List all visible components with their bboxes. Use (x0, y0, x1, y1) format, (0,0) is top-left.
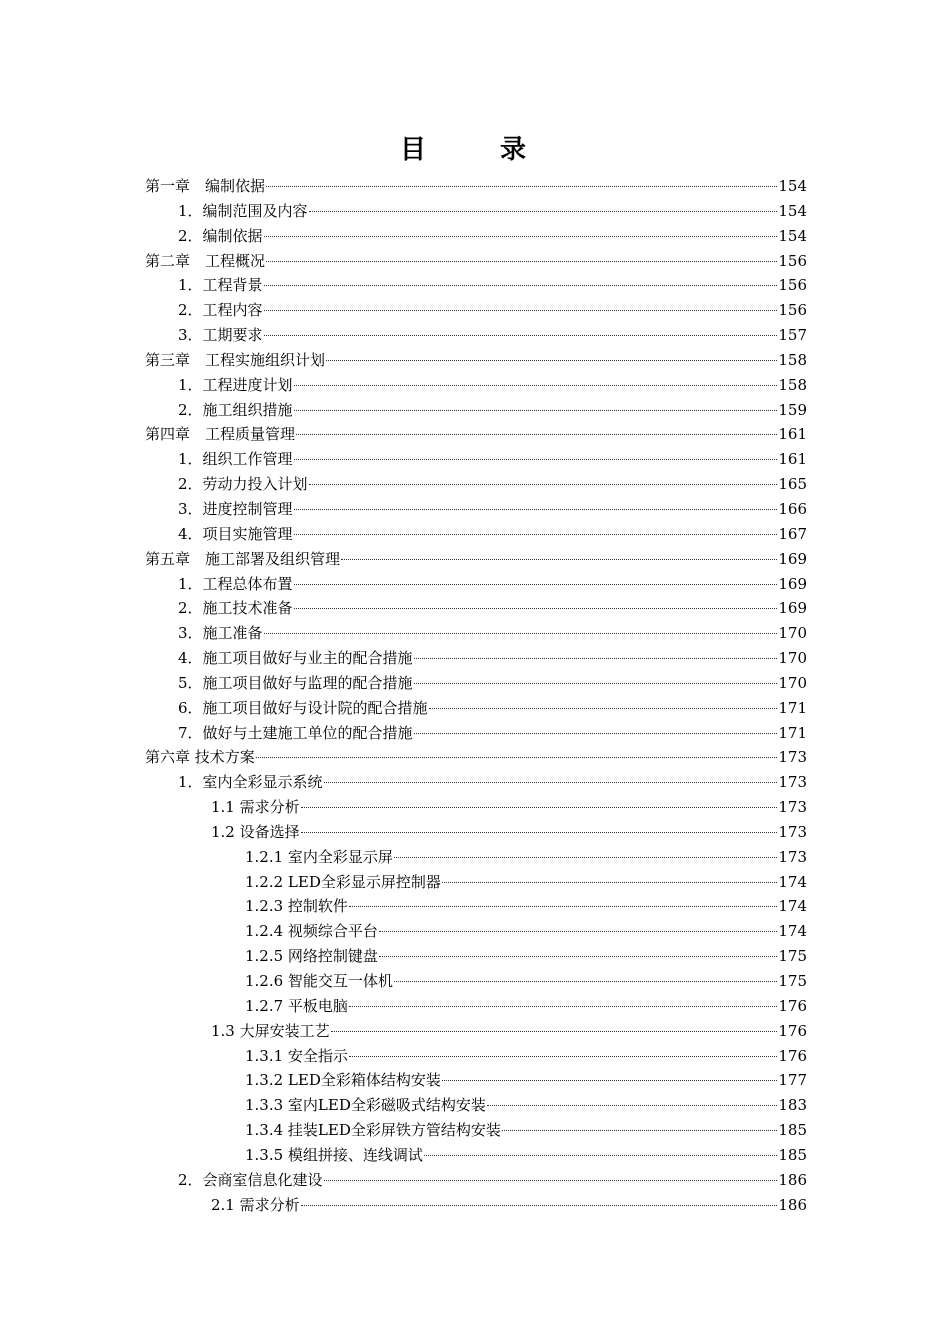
toc-entry-label: 1.3 大屏安装工艺 (211, 1021, 330, 1040)
toc-entry[interactable] (145, 398, 807, 423)
toc-leader-dots (294, 385, 778, 386)
toc-leader-dots (264, 236, 778, 237)
toc-entry[interactable] (145, 497, 807, 522)
toc-entry[interactable] (145, 770, 807, 795)
toc-entry[interactable] (145, 820, 807, 845)
toc-entry[interactable] (145, 422, 807, 447)
toc-entry-label: 2．劳动力投入计划 (178, 475, 308, 494)
toc-entry-label: 2．工程内容 (178, 301, 263, 320)
toc-entry-page-number: 154 (778, 177, 807, 195)
toc-entry[interactable] (145, 1093, 807, 1118)
toc-entry-page-number: 158 (778, 375, 807, 394)
toc-entry-page-number: 175 (778, 972, 807, 990)
toc-entry[interactable] (145, 919, 807, 944)
toc-leader-dots (324, 1180, 778, 1181)
toc-entry-page-number: 173 (778, 773, 807, 792)
toc-entry[interactable] (145, 1143, 807, 1168)
toc-entry-page-number: 169 (778, 574, 807, 593)
toc-entry-page-number: 176 (778, 996, 807, 1015)
toc-leader-dots (331, 1031, 778, 1032)
toc-entry-label: 1.3.5 模组拼接、连线调试 (245, 1145, 423, 1164)
toc-entry-label: 1．组织工作管理 (178, 450, 293, 469)
toc-entry-label: 1.2 设备选择 (211, 822, 300, 841)
toc-entry-label: 1.2.6 智能交互一体机 (245, 972, 393, 990)
toc-leader-dots (502, 1130, 777, 1131)
toc-entry[interactable] (145, 249, 807, 274)
toc-entry-page-number: 159 (778, 400, 807, 419)
toc-entry-page-number: 167 (778, 524, 807, 543)
toc-entry[interactable] (145, 298, 807, 323)
toc-entry-page-number: 157 (778, 326, 807, 345)
toc-entry-page-number: 156 (778, 301, 807, 320)
toc-leader-dots (309, 211, 778, 212)
toc-entry-page-number: 174 (778, 897, 807, 916)
toc-entry-page-number: 154 (778, 201, 807, 220)
toc-entry-label: 3．工期要求 (178, 326, 263, 345)
toc-entry-label: 2．编制依据 (178, 226, 263, 245)
toc-entry-page-number: 166 (778, 499, 807, 518)
toc-entry-label: 3．进度控制管理 (178, 499, 293, 518)
toc-leader-dots (429, 708, 778, 709)
toc-entry[interactable] (145, 1168, 807, 1193)
page-title: 目 录 (399, 135, 550, 165)
toc-entry-page-number: 156 (778, 276, 807, 295)
toc-entry[interactable] (145, 522, 807, 547)
toc-leader-dots (414, 658, 778, 659)
toc-entry-page-number: 169 (778, 599, 807, 618)
toc-leader-dots (442, 882, 777, 883)
toc-entry-page-number: 170 (778, 624, 807, 643)
toc-leader-dots (326, 360, 777, 361)
toc-entry-label: 1.2.4 视频综合平台 (245, 922, 378, 941)
toc-entry-label: 1．编制范围及内容 (178, 201, 308, 220)
toc-entry[interactable] (145, 348, 807, 373)
toc-leader-dots (442, 1080, 777, 1081)
toc-leader-dots (264, 285, 778, 286)
toc-leader-dots (266, 186, 777, 187)
toc-entry-page-number: 176 (778, 1046, 807, 1065)
toc-entry[interactable] (145, 472, 807, 497)
toc-entry-label: 1.2.2 LED全彩显示屏控制器 (245, 872, 441, 891)
toc-entry-page-number: 174 (778, 922, 807, 941)
toc-entry[interactable] (145, 1068, 807, 1093)
toc-entry-label: 1.3.2 LED全彩箱体结构安装 (245, 1071, 441, 1090)
toc-leader-dots (294, 608, 778, 609)
toc-leader-dots (349, 906, 777, 907)
toc-entry-label: 1.2.3 控制软件 (245, 897, 348, 916)
toc-entry-label: 1．工程进度计划 (178, 375, 293, 394)
toc-entry[interactable] (145, 944, 807, 969)
toc-entry-label: 2．施工组织措施 (178, 400, 293, 419)
toc-entry[interactable] (145, 224, 807, 249)
toc-entry-label: 2.1 需求分析 (211, 1195, 300, 1214)
toc-leader-dots (341, 559, 777, 560)
toc-entry[interactable] (145, 1044, 807, 1069)
toc-leader-dots (294, 534, 778, 535)
toc-entry-label: 1.3.1 安全指示 (245, 1046, 348, 1065)
toc-leader-dots (349, 1056, 777, 1057)
toc-leader-dots (424, 1155, 777, 1156)
toc-entry[interactable] (145, 174, 807, 199)
toc-entry[interactable] (145, 596, 807, 621)
toc-leader-dots (266, 261, 777, 262)
toc-leader-dots (301, 807, 778, 808)
toc-entry-page-number: 171 (778, 723, 807, 742)
toc-entry-label: 1.2.1 室内全彩显示屏 (245, 847, 393, 866)
toc-entry-label: 第二章 工程概况 (145, 251, 266, 270)
toc-entry[interactable] (145, 994, 807, 1019)
toc-entry[interactable] (145, 745, 807, 770)
toc-leader-dots (394, 981, 777, 982)
toc-entry[interactable] (145, 1019, 807, 1044)
toc-entry[interactable] (145, 969, 807, 994)
toc-entry-page-number: 185 (778, 1145, 807, 1164)
toc-entry-label: 3．施工准备 (178, 624, 263, 643)
toc-entry-page-number: 158 (778, 350, 807, 369)
toc-entry-label: 第一章 编制依据 (145, 177, 266, 195)
toc-entry-page-number: 173 (778, 847, 807, 866)
toc-entry-label: 1.1 需求分析 (211, 798, 300, 817)
toc-entry[interactable] (145, 845, 807, 870)
toc-entry-label: 2．施工技术准备 (178, 599, 293, 618)
toc-leader-dots (487, 1105, 777, 1106)
toc-entry-page-number: 173 (778, 798, 807, 817)
toc-entry[interactable] (145, 547, 807, 572)
toc-entry-page-number: 170 (778, 649, 807, 668)
toc-entry-page-number: 185 (778, 1121, 807, 1140)
toc-entry-page-number: 175 (778, 947, 807, 966)
toc-entry[interactable] (145, 373, 807, 398)
toc-leader-dots (294, 509, 778, 510)
toc-entry[interactable] (145, 894, 807, 919)
toc-entry-label: 1.2.7 平板电脑 (245, 996, 348, 1015)
toc-entry-label: 2．会商室信息化建设 (178, 1170, 323, 1189)
toc-leader-dots (301, 832, 778, 833)
toc-entry-page-number: 183 (778, 1096, 807, 1115)
toc-entry-page-number: 173 (778, 748, 807, 767)
toc-entry-label: 1.3.3 室内LED全彩磁吸式结构安装 (245, 1096, 486, 1115)
toc-entry[interactable] (145, 621, 807, 646)
toc-entry-page-number: 169 (778, 549, 807, 568)
toc-entry-page-number: 170 (778, 673, 807, 692)
toc-leader-dots (264, 335, 778, 336)
toc-entry-label: 1．室内全彩显示系统 (178, 773, 323, 792)
toc-entry-page-number: 173 (778, 822, 807, 841)
toc-leader-dots (264, 310, 778, 311)
toc-entry-page-number: 171 (778, 698, 807, 717)
toc-entry[interactable] (145, 199, 807, 224)
toc-entry[interactable] (145, 447, 807, 472)
toc-entry-label: 6．施工项目做好与设计院的配合措施 (178, 698, 428, 717)
toc-entry[interactable] (145, 1193, 807, 1218)
toc-entry-page-number: 186 (778, 1195, 807, 1214)
toc-entry-page-number: 177 (778, 1071, 807, 1090)
toc-entry-page-number: 176 (778, 1021, 807, 1040)
toc-entry-label: 第四章 工程质量管理 (145, 425, 296, 444)
toc-entry-label: 1．工程背景 (178, 276, 263, 295)
toc-leader-dots (301, 1205, 778, 1206)
toc-entry[interactable] (145, 572, 807, 597)
toc-entry[interactable] (145, 646, 807, 671)
toc-entry[interactable] (145, 721, 807, 746)
toc-entry-page-number: 154 (778, 226, 807, 245)
toc-entry-label: 4．项目实施管理 (178, 524, 293, 543)
toc-leader-dots (394, 857, 777, 858)
toc-leader-dots (309, 484, 778, 485)
toc-entry-page-number: 174 (778, 872, 807, 891)
toc-entry[interactable] (145, 696, 807, 721)
toc-entry[interactable] (145, 795, 807, 820)
toc-entry[interactable] (145, 870, 807, 895)
toc-leader-dots (294, 459, 778, 460)
toc-entry-label: 1.2.5 网络控制键盘 (245, 947, 378, 966)
toc-entry[interactable] (145, 1118, 807, 1143)
toc-leader-dots (294, 584, 778, 585)
toc-entry-label: 第三章 工程实施组织计划 (145, 350, 326, 369)
toc-leader-dots (294, 410, 778, 411)
toc-entry-label: 1．工程总体布置 (178, 574, 293, 593)
toc-entry-label: 5．施工项目做好与监理的配合措施 (178, 673, 413, 692)
toc-leader-dots (414, 733, 778, 734)
toc-entry-page-number: 161 (778, 425, 807, 444)
toc-entry-page-number: 161 (778, 450, 807, 469)
toc-entry-label: 第五章 施工部署及组织管理 (145, 549, 341, 568)
toc-entry[interactable] (145, 671, 807, 696)
toc-entry-label: 1.3.4 挂装LED全彩屏铁方管结构安装 (245, 1121, 501, 1140)
toc-entry-label: 第六章 技术方案 (145, 748, 255, 767)
toc-leader-dots (349, 1006, 777, 1007)
toc-entry[interactable] (145, 273, 807, 298)
toc-entry-page-number: 165 (778, 475, 807, 494)
toc-entry-page-number: 186 (778, 1170, 807, 1189)
toc-leader-dots (264, 633, 778, 634)
toc-leader-dots (296, 434, 777, 435)
toc-leader-dots (256, 757, 778, 758)
toc-entry[interactable] (145, 323, 807, 348)
toc-leader-dots (379, 931, 777, 932)
table-of-contents (145, 174, 807, 1217)
toc-entry-label: 4．施工项目做好与业主的配合措施 (178, 649, 413, 668)
toc-entry-page-number: 156 (778, 251, 807, 270)
toc-leader-dots (324, 782, 778, 783)
toc-leader-dots (379, 956, 777, 957)
toc-leader-dots (414, 683, 778, 684)
toc-entry-label: 7．做好与土建施工单位的配合措施 (178, 723, 413, 742)
